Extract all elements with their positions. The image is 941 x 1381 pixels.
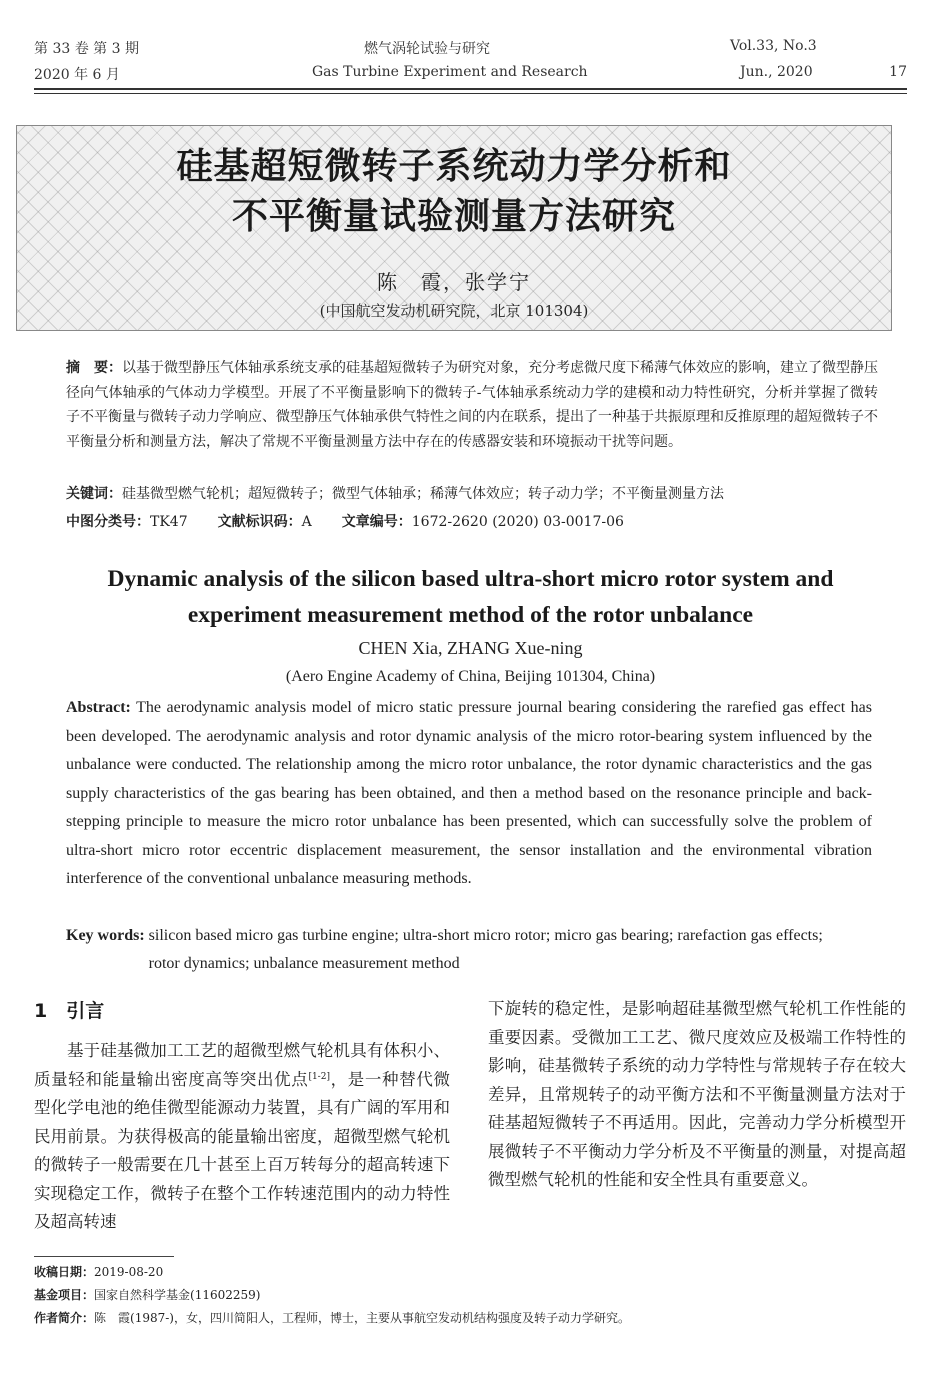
publication-date-cn: 2020 年 6 月	[34, 67, 120, 83]
abstract-en-label: Abstract:	[66, 699, 131, 716]
clc-value: TK47	[150, 514, 188, 530]
keywords-cn-label: 关键词：	[66, 486, 122, 502]
publication-date-en: Jun., 2020	[740, 64, 813, 80]
volume-issue-cn: 第 33 卷 第 3 期	[34, 41, 139, 57]
received-label: 收稿日期：	[34, 1265, 95, 1279]
header-rule-thin	[34, 93, 907, 94]
keywords-en	[66, 922, 872, 978]
footnote-fund	[34, 1286, 260, 1303]
section-heading: 1 引言	[34, 1000, 105, 1022]
author-label: 作者简介：	[34, 1311, 95, 1325]
author-bio: 陈 霞(1987-)，女，四川简阳人，工程师，博士，主要从事航空发动机结构强度及转子动力学研究。	[94, 1311, 630, 1325]
body-column-right: 下旋转的稳定性，是影响超硅基微型燃气轮机工作性能的重要因素。受微加工工艺、微尺度效应及极端工作特性的影响，硅基微转子系统的动力学特性与常规转子存在较大差异，且常规转子的动平衡方法和不平衡量测量方法对于硅基超短微转子不再适用。因此，完善动力学分析模型开展微转子不平衡动力学分析及不平衡量的测量，对提高超微型燃气轮机的性能和安全性具有重要意义。	[488, 999, 906, 1189]
fund-value: 国家自然科学基金(11602259)	[94, 1288, 261, 1302]
keywords-cn-text: 硅基微型燃气轮机；超短微转子；微型气体轴承；稀薄气体效应；转子动力学；不平衡量测量方法	[122, 486, 724, 502]
clc-label: 中图分类号：	[66, 514, 150, 530]
abstract-cn-text: 以基于微型静压气体轴承系统支承的硅基超短微转子为研究对象，充分考虑微尺度下稀薄气体效应的影响，建立了微型静压径向气体轴承的气体动力学模型。开展了不平衡量影响下的微转子-气体轴承系统动力学的建模和动力特性研究，分析并掌握了微转子不平衡量与微转子动力学响应、微型静压气体轴承供气特性之间的内在联系，提出了一种基于共振原理和反推原理的超短微转子不平衡量分析和测量方法，解决了常规不平衡量测量方法中存在的传感器安装和环境振动干扰等问题。	[66, 360, 878, 450]
journal-name-cn: 燃气涡轮试验与研究	[364, 41, 490, 57]
abstract-cn-label: 摘 要：	[66, 360, 122, 376]
page-number: 17	[889, 64, 907, 80]
classification-line	[66, 512, 878, 532]
article-no-label: 文章编号：	[341, 514, 412, 530]
affiliation-en: (Aero Engine Academy of China, Beijing 101304, China)	[285, 668, 656, 685]
body-left-text-a: 基于硅基微加工工艺的超微型燃气轮机具有体积小、质量轻和能量输出密度高等突出优点	[34, 1041, 450, 1089]
body-column-left	[34, 1037, 450, 1237]
doc-code-label: 文献标识码：	[217, 514, 302, 530]
body-left-text-b: ，是一种替代微型化学电池的绝佳微型能源动力装置，具有广阔的军用和民用前景。为获得极高的能量输出密度，超微型燃气轮机的微转子一般需要在几十甚至上百万转每分的超高转速下实现稳定工作，微转子在整个工作转速范围内的动力特性及超高转速	[34, 1069, 451, 1231]
authors-cn: 陈 霞，张学宁	[377, 270, 531, 294]
footnote-received	[34, 1263, 163, 1280]
running-header-bottom	[34, 64, 907, 84]
affiliation-cn: (中国航空发动机研究院，北京 101304)	[319, 302, 589, 320]
authors-en: CHEN Xia, ZHANG Xue-ning	[358, 638, 583, 658]
received-date: 2019-08-20	[94, 1265, 164, 1279]
title-cn-line1: 硅基超短微转子系统动力学分析和	[176, 146, 732, 187]
keywords-en-text: silicon based micro gas turbine engine; ultra-short micro rotor; micro gas bearing; rarefaction gas effects; rotor dynamics; unbalance measurement method	[148, 927, 823, 972]
journal-name-en: Gas Turbine Experiment and Research	[312, 64, 588, 80]
volume-issue-en: Vol.33, No.3	[730, 38, 817, 54]
abstract-cn	[66, 356, 878, 454]
title-en-line1: Dynamic analysis of the silicon based ultra-short micro rotor system and	[107, 566, 834, 592]
running-header-top	[34, 38, 907, 58]
footnote-author	[34, 1309, 630, 1326]
title-block	[16, 125, 892, 331]
title-en-line2: experiment measurement method of the rotor unbalance	[187, 602, 754, 628]
header-rule-thick	[34, 88, 907, 90]
fund-label: 基金项目：	[34, 1288, 95, 1302]
keywords-cn	[66, 484, 878, 504]
doc-code-value: A	[301, 514, 312, 530]
abstract-en-text: The aerodynamic analysis model of micro static pressure journal bearing considering the rarefied gas effect has been developed. The aerodynamic analysis and rotor dynamic analysis of the micro rotor-bearing system influenced by the unbalance were conducted. The relationship among the micro rotor unbalance, the rotor dynamic characteristics and the gas supply characteristics of the gas bearing has been obtained, and then a method based on the resonance principle and back-stepping principle to measure the micro rotor unbalance has been presented, which can successfully solve the problem of ultra-short micro rotor eccentric displacement measurement, the sensor installation and the environmental vibration interference of the conventional unbalance measuring methods.	[66, 699, 873, 887]
abstract-en	[66, 694, 872, 894]
citation-ref[interactable]: [1-2]	[308, 1071, 330, 1082]
keywords-en-label: Key words:	[66, 927, 145, 944]
footnote-rule	[34, 1256, 174, 1257]
title-cn-line2: 不平衡量试验测量方法研究	[231, 196, 676, 237]
article-no-value: 1672-2620 (2020) 03-0017-06	[411, 514, 624, 530]
